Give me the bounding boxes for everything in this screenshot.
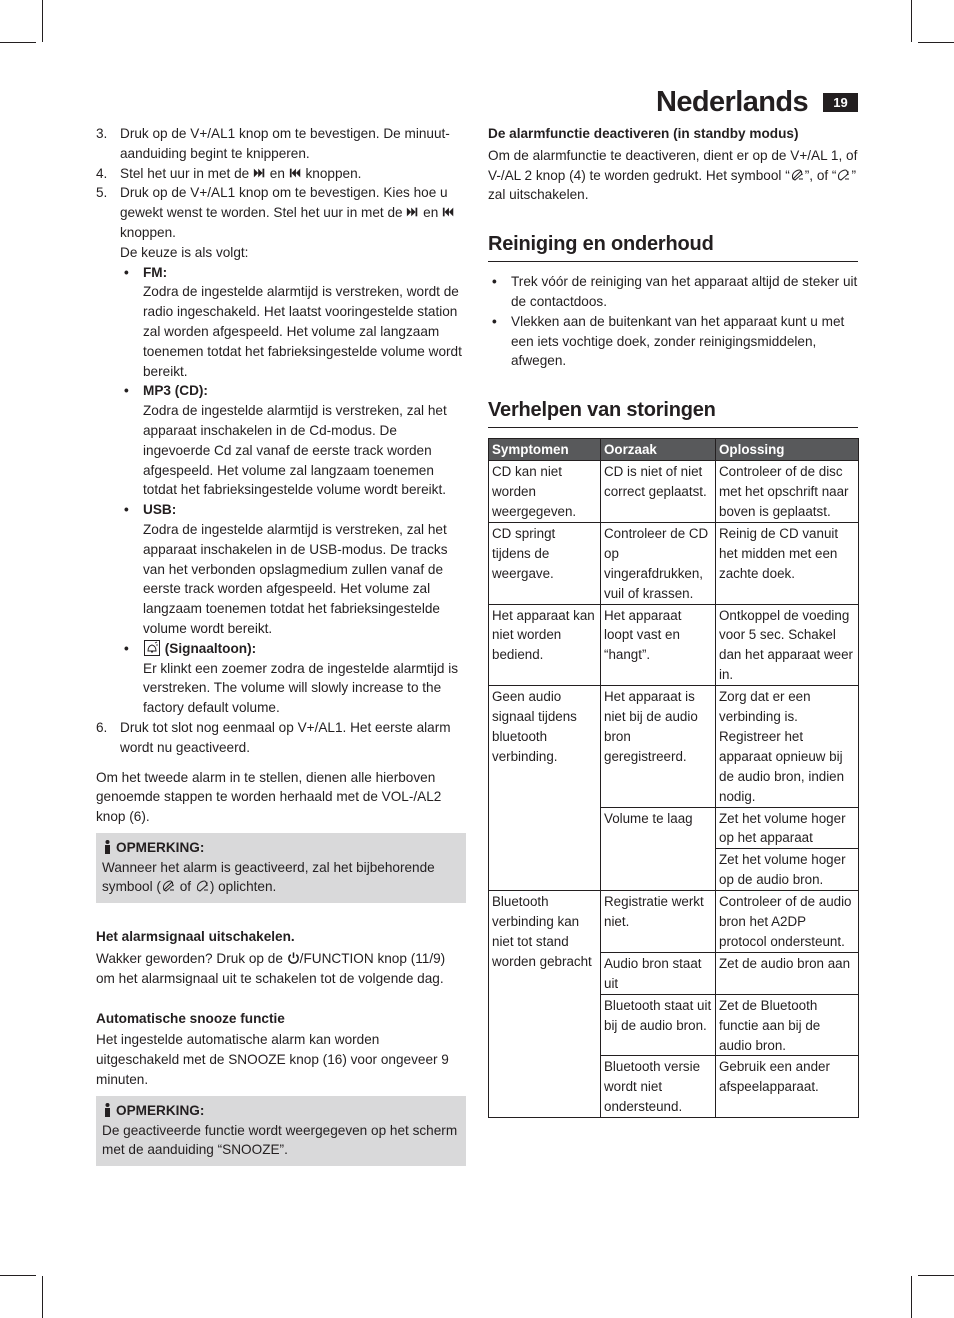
step-4 — [96, 164, 466, 184]
skip-forward-icon — [406, 205, 419, 219]
note-heading — [102, 838, 460, 858]
table-cell: Registratie werkt niet. — [601, 891, 716, 953]
table-cell: Controleer de CD op vingerafdrukken, vuil of krassen. — [601, 522, 716, 604]
step-number: 3. — [96, 126, 108, 141]
crop-mark — [918, 1275, 954, 1276]
table-cell: Het apparaat kan niet worden bediend. — [489, 604, 601, 686]
step-text: Druk tot slot nog eenmaal op V+/AL1. Het eerste alarm wordt nu geactiveerd. — [120, 719, 451, 755]
table-cell: Het apparaat is niet bij de audio bron geregistreerd. — [601, 686, 716, 807]
note-box — [96, 833, 466, 903]
table-cell: Bluetooth staat uit bij de audio bron. — [601, 994, 716, 1056]
option-label: MP3 (CD): — [143, 383, 208, 399]
option-text: Zodra de ingestelde alarmtijd is verstreken, zal het apparaat inschakelen in de Cd-modus. De ingevoerde Cd zal vanaf de eerste track worden afgespeeld. Het volume zal langzaam toenemen totdat het fabrieksingestelde volume wordt bereikt. — [143, 403, 447, 498]
page-title: Nederlands — [656, 86, 808, 118]
table-cell: Geen audio signaal tijdens bluetooth verbinding. — [489, 686, 601, 891]
option-label: USB: — [143, 502, 177, 518]
cleaning-heading: Reiniging en onderhoud — [488, 231, 858, 262]
step-text: knoppen. — [120, 224, 176, 240]
crop-mark — [0, 42, 36, 43]
table-cell: Zet de audio bron aan — [716, 952, 859, 994]
snooze-title: Automatische snooze functie — [96, 1010, 285, 1026]
skip-back-icon — [442, 205, 455, 219]
skip-back-icon — [289, 166, 302, 180]
bullet-icon: • — [124, 264, 129, 280]
buzzer-icon — [143, 640, 161, 656]
skip-forward-icon — [253, 166, 266, 180]
alarm-off-text-part: Wakker geworden? Druk op de — [96, 951, 287, 967]
step-text: knoppen. — [305, 165, 362, 181]
right-column — [488, 124, 858, 1118]
table-cell: CD is niet of niet correct geplaatst. — [601, 461, 716, 523]
crop-mark — [911, 0, 912, 42]
info-icon — [102, 1103, 113, 1117]
step-number: 6. — [96, 719, 108, 735]
option-label: FM: — [143, 264, 168, 280]
crop-mark — [42, 1276, 43, 1318]
table-row — [489, 686, 859, 807]
page-header — [0, 84, 954, 120]
option-text: Zodra de ingestelde alarmtijd is verstreken, zal het apparaat inschakelen in de USB-modus. De tracks van het verbonden opslagmedium zullen vanaf de eerste track worden afgespeeld. Het volume zal langzaam toenemen totdat het fabrieksingestelde volume wordt bereikt. — [143, 521, 448, 636]
step-3 — [96, 124, 466, 164]
table-cell: Reinig de CD vanuit het midden met een zachte doek. — [716, 522, 859, 604]
deactivate-text-part: ” zal uitschakelen. — [488, 167, 856, 203]
step-6 — [96, 718, 466, 758]
second-alarm-text: Om het tweede alarm in te stellen, dienen alle hierboven genoemde stappen te worden herhaald met de VOL-/AL2 knop (6). — [96, 769, 442, 825]
alarm-2-icon — [836, 168, 851, 182]
crop-mark — [911, 1276, 912, 1318]
step-5 — [96, 183, 466, 718]
step-text: Stel het uur in met de — [120, 165, 250, 181]
alarm-2-icon — [195, 879, 210, 893]
deactivate-text-part: Om de alarmfunctie te deactiveren, dient er op de V+/AL 1, of V-/AL 2 knop (4) te worden gedrukt. Het symbool “ — [488, 147, 858, 183]
table-cell: CD kan niet worden weergegeven. — [489, 461, 601, 523]
cleaning-item-text: Trek vóór de reiniging van het apparaat altijd de steker uit de contactdoos. — [511, 274, 858, 309]
alarm-off-title: Het alarmsignaal uitschakelen. — [96, 929, 295, 945]
note-text: De geactiveerde functie wordt weergegeven op het scherm met de aanduiding “SNOOZE”. — [102, 1122, 458, 1158]
option-label: (Signaaltoon): — [164, 640, 257, 656]
table-cell: Controleer of de audio bron het A2DP protocol ondersteunt. — [716, 891, 859, 953]
step-text: en — [269, 165, 285, 181]
option-usb — [120, 500, 466, 639]
bullet-icon: • — [124, 383, 129, 399]
bullet-icon: • — [492, 313, 497, 329]
table-cell: Zet het volume hoger op het apparaat — [716, 807, 859, 849]
option-signal — [120, 639, 466, 718]
table-cell: Ontkoppel de voeding voor 5 sec. Schakel dan het apparaat weer in. — [716, 604, 859, 686]
page-number: 19 — [823, 93, 858, 112]
table-cell: Bluetooth versie wordt niet ondersteund. — [601, 1056, 716, 1118]
crop-mark — [0, 1275, 36, 1276]
cleaning-item-text: Vlekken aan de buitenkant van het apparaat kunt u met een iets vochtige doek, zonder reinigingsmiddelen, afwegen. — [511, 313, 845, 369]
option-text: Zodra de ingestelde alarmtijd is verstreken, wordt de radio ingeschakeld. Het laatst vooringestelde station zal worden afgespeeld. Het volume zal langzaam toenemen totdat het fabrieksingestelde volume wordt bereikt. — [143, 284, 462, 379]
step-text: en — [423, 205, 439, 221]
option-mp3 — [120, 381, 466, 500]
alarm-1-icon — [790, 168, 805, 182]
step-text: Druk op de V+/AL1 knop om te bevestigen. Kies hoe u gewekt wenst te worden. Stel het uur in met de — [120, 185, 448, 221]
deactivate-title: De alarmfunctie deactiveren (in standby modus) — [488, 126, 799, 141]
table-row — [489, 604, 859, 686]
bullet-icon: • — [492, 274, 497, 290]
alarm-off-text-part: /FUNCTION knop (11/9) om het alarmsignaal uit te schakelen tot de volgende dag. — [96, 951, 446, 986]
step-number: 4. — [96, 165, 108, 181]
note-title: OPMERKING: — [116, 1102, 205, 1118]
note-text-part: of — [175, 879, 195, 895]
svg-text:1: 1 — [799, 170, 803, 177]
troubleshooting-table — [488, 438, 859, 1118]
table-cell: Controleer of de disc met het opschrift naar boven is geplaatst. — [716, 461, 859, 523]
note-heading — [102, 1101, 460, 1121]
option-label-row — [143, 639, 466, 659]
table-cell: Audio bron staat uit — [601, 952, 716, 994]
alarm-1-icon — [161, 879, 176, 893]
power-icon — [287, 951, 300, 965]
note-text-part: Wanneer het alarm is geactiveerd, zal het bijbehorende symbool ( — [102, 859, 435, 895]
table-row — [489, 891, 859, 953]
crop-mark — [918, 42, 954, 43]
note-box — [96, 1096, 466, 1166]
svg-text:1: 1 — [170, 882, 175, 889]
bullet-icon: • — [124, 502, 129, 518]
step-number: 5. — [96, 185, 108, 201]
column-header: Oplossing — [716, 439, 859, 461]
option-fm — [120, 263, 466, 382]
cleaning-item — [488, 272, 858, 312]
table-cell: Volume te laag — [601, 807, 716, 891]
snooze-text: Het ingestelde automatische alarm kan worden uitgeschakeld met de SNOOZE knop (16) voor ongeveer 9 minuten. — [96, 1032, 449, 1088]
svg-text:2: 2 — [846, 170, 850, 177]
info-icon — [102, 840, 113, 854]
alarm-off-text — [96, 949, 466, 989]
bullet-icon: • — [124, 640, 129, 656]
note-title: OPMERKING: — [116, 839, 205, 855]
note-text — [102, 858, 460, 898]
table-header-row — [489, 439, 859, 461]
column-header: Symptomen — [489, 439, 601, 461]
deactivate-text — [488, 146, 858, 205]
svg-text:2: 2 — [204, 882, 208, 889]
table-cell: Zorg dat er een verbinding is. Registreer het apparaat opnieuw bij de audio bron, indien nodig. — [716, 686, 859, 807]
choice-intro: De keuze is als volgt: — [120, 244, 249, 260]
deactivate-text-part: ”, of “ — [804, 167, 837, 183]
step-text: Druk op de V+/AL1 knop om te bevestigen. De minuut-aanduiding begint te knipperen. — [120, 126, 450, 161]
note-text-part: ) oplichten. — [209, 879, 277, 895]
left-column — [96, 124, 466, 1166]
table-cell: Gebruik een ander afspeelapparaat. — [716, 1056, 859, 1118]
table-cell: Het apparaat loopt vast en “hangt”. — [601, 604, 716, 686]
table-row — [489, 461, 859, 523]
table-cell: CD springt tijdens de weergave. — [489, 522, 601, 604]
troubleshooting-heading: Verhelpen van storingen — [488, 397, 858, 428]
table-cell: Zet de Bluetooth functie aan bij de audio bron. — [716, 994, 859, 1056]
table-cell: Bluetooth verbinding kan niet tot stand worden gebracht — [489, 891, 601, 1118]
option-text: Er klinkt een zoemer zodra de ingestelde alarmtijd is verstreken. The volume will slowly increase to the factory default volume. — [143, 660, 459, 716]
column-header: Oorzaak — [601, 439, 716, 461]
crop-mark — [42, 0, 43, 42]
table-cell: Zet het volume hoger op de audio bron. — [716, 849, 859, 891]
table-row — [489, 522, 859, 604]
cleaning-item — [488, 312, 858, 371]
